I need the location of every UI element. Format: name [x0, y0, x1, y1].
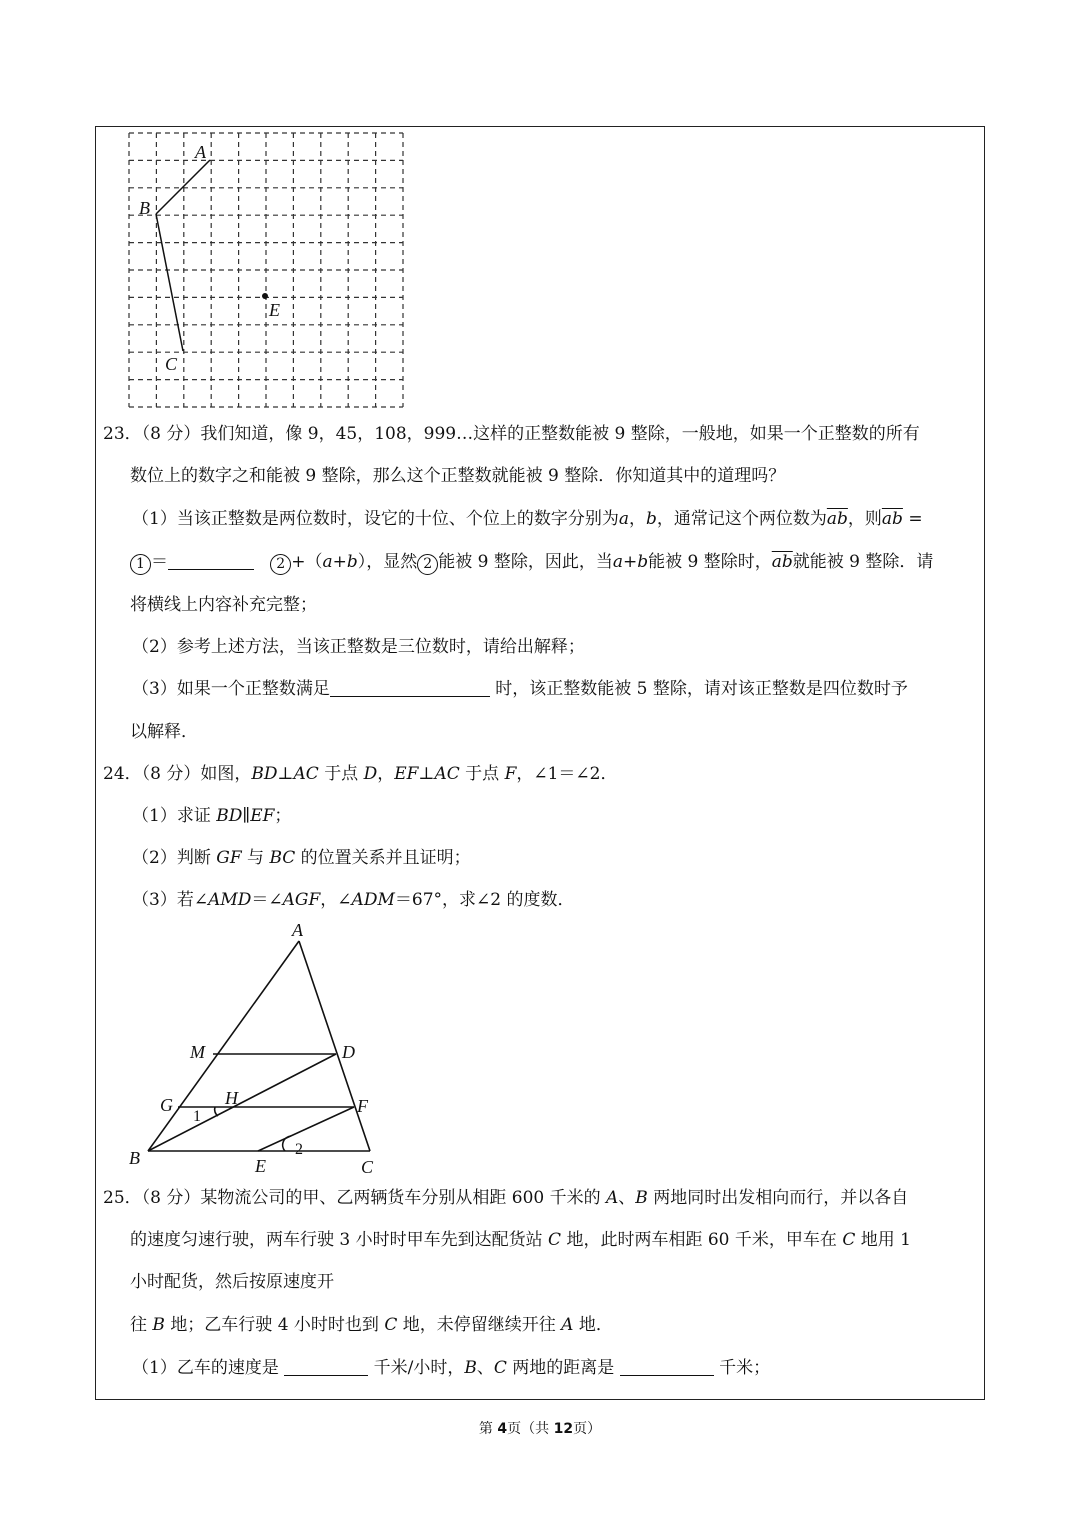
angle-2-label: 2	[295, 1141, 303, 1158]
triangle-figure	[125, 920, 395, 1180]
q25-line-4: 往 B 地；乙车行驶 4 小时时也到 C 地，未停留继续开往 A 地．	[130, 1315, 613, 1335]
q23-line-5: 将横线上内容补充完整；	[130, 595, 317, 615]
q23-part2: （2）参考上述方法，当该正整数是三位数时，请给出解释；	[132, 637, 585, 657]
circled-2: 2	[270, 554, 291, 575]
q24-part1: （1）求证 BD∥EF；	[132, 806, 292, 826]
label-e: E	[269, 300, 280, 320]
q23-line-1: 23．（8 分）我们知道，像 9，45，108，999…这样的正整数能被 9 整除，一般地，如果一个正整数的所有	[103, 424, 920, 444]
angle-1-label: 1	[193, 1108, 201, 1125]
label-b: B	[129, 1148, 140, 1168]
q23-part1-line: （1）当该正整数是两位数时，设它的十位、个位上的数字分别为a，b，通常记这个两位数为$\overline{ab}$，则$\overline{ab}$ =	[132, 509, 923, 529]
q25-line-3: 小时配货，然后按原速度开	[130, 1272, 334, 1292]
segment-ab	[156, 160, 210, 214]
segment-bc	[156, 214, 183, 351]
label-f: F	[357, 1096, 368, 1116]
q23-part3: （3）如果一个正整数满足 时，该正整数能被 5 整除，请对该正整数是四位数时予	[132, 679, 908, 699]
q23-line-2: 数位上的数字之和能被 9 整除，那么这个正整数就能被 9 整除．你知道其中的道理吗？	[130, 466, 786, 486]
q25-part1: （1）乙车的速度是 千米/小时，B、C 两地的距离是 千米；	[132, 1358, 771, 1378]
page-number: 4	[497, 1421, 508, 1437]
side-ac	[299, 941, 370, 1151]
label-c: C	[361, 1157, 374, 1177]
angle-1-arc	[215, 1107, 218, 1116]
label-b: B	[139, 198, 150, 218]
page-footer: 第 4页（共 12页）	[478, 1421, 602, 1437]
q23-line-8: 以解释．	[130, 722, 198, 742]
q24-part3: （3）若∠AMD＝∠AGF，∠ADM＝67°，求∠2 的度数．	[132, 890, 575, 910]
label-d: D	[342, 1042, 355, 1062]
segment-ef	[258, 1107, 354, 1151]
label-m: M	[190, 1042, 205, 1062]
q23-part1-line-2: 1 ＝ 2 +（a+b），显然 2 能被 9 整除，因此，当a+b能被 9 整除时，$\overline{ab}$就能被 9 整除．请	[130, 551, 1010, 575]
segment-bd	[148, 1054, 336, 1151]
label-a: A	[292, 920, 303, 940]
label-e: E	[255, 1156, 266, 1176]
blank-distance[interactable]	[620, 1357, 714, 1376]
blank-3[interactable]	[330, 678, 490, 697]
label-c: C	[165, 354, 178, 374]
circled-1: 1	[130, 554, 151, 575]
q24-part2: （2）判断 GF 与 BC 的位置关系并且证明；	[132, 848, 471, 868]
q25-line-1: 25．（8 分）某物流公司的甲、乙两辆货车分别从相距 600 千米的 A、B 两地同时出发相向而行，并以各自	[103, 1188, 909, 1208]
blank-1[interactable]	[168, 551, 254, 570]
q25-line-2: 的速度匀速行驶，两车行驶 3 小时时甲车先到达配货站 C 地，此时两车相距 60 千米，甲车在 C 地用 1	[130, 1230, 911, 1250]
blank-speed[interactable]	[284, 1357, 368, 1376]
circled-2b: 2	[417, 554, 438, 575]
label-g: G	[160, 1095, 173, 1115]
label-a: A	[195, 142, 206, 162]
grid-figure	[126, 130, 406, 410]
page-total: 12	[553, 1421, 574, 1437]
point-e	[262, 293, 268, 299]
side-ab	[148, 941, 299, 1151]
q24-line-1: 24．（8 分）如图，BD⊥AC 于点 D，EF⊥AC 于点 F，∠1＝∠2．	[103, 764, 618, 784]
label-h: H	[225, 1088, 238, 1108]
